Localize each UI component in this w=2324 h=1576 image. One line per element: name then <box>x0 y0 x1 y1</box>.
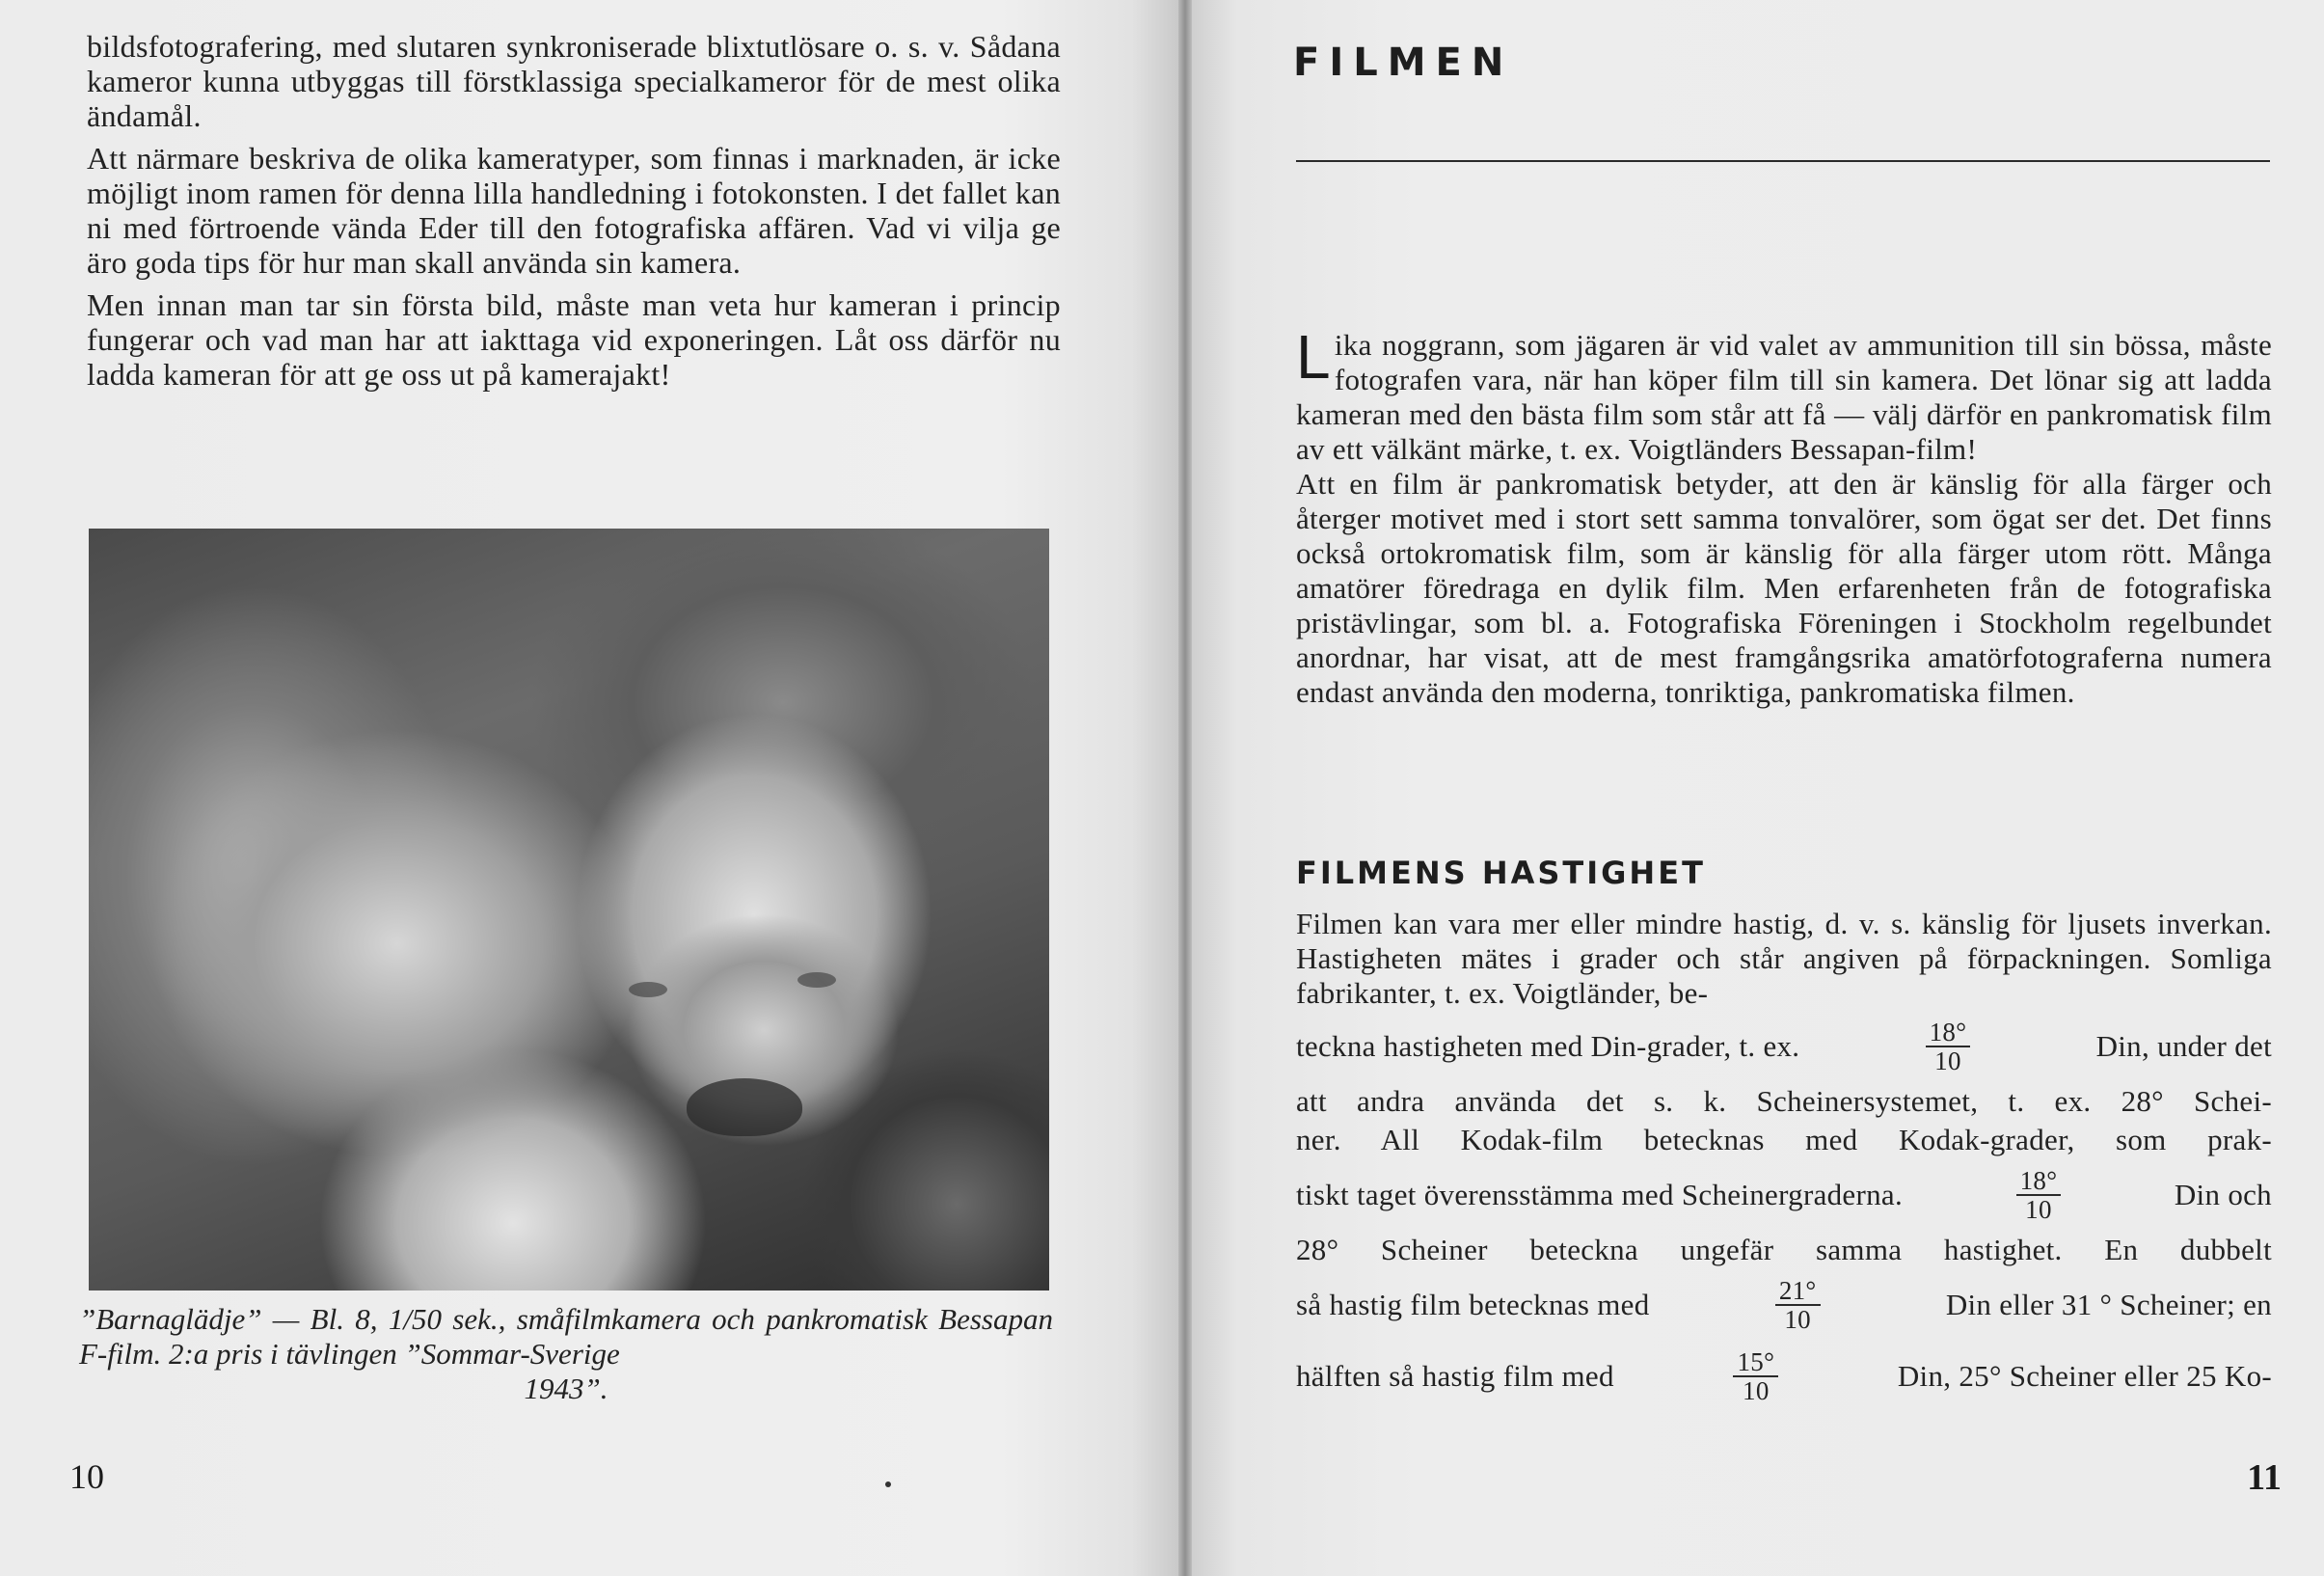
intro-paragraph <box>1296 322 2272 467</box>
heading-rule <box>1296 160 2270 162</box>
right-page <box>1192 0 2324 1576</box>
text-line <box>1296 1011 2272 1082</box>
book-gutter <box>1178 0 1192 1576</box>
section-subheading: FILMENS HASTIGHET <box>1296 855 1706 891</box>
fraction <box>1775 1277 1821 1333</box>
page-number-left: 10 <box>69 1457 104 1496</box>
text-segment: hälften så hastig film med <box>1296 1359 1614 1393</box>
text-segment: tiskt taget överensstämma med Scheinergraderna. <box>1296 1178 1904 1211</box>
text-segment: 28° Scheiner beteckna ungefär samma hastighet. En dubbelt <box>1296 1233 2272 1266</box>
left-paragraph: bildsfotografering, med slutaren synkroniserade blixtutlösare o. s. v. Sådana kameror kunna utbyggas till förstklassiga specialkameror för de mest olika ändamål. <box>87 29 1061 133</box>
fraction <box>2016 1167 2062 1223</box>
fraction-denominator: 10 <box>1784 1305 1811 1334</box>
drop-cap: L <box>1296 322 1331 392</box>
print-dot <box>885 1481 891 1487</box>
text-line <box>1296 1159 2272 1231</box>
left-paragraph: Men innan man tar sin första bild, måste man veta hur kameran i princip fungerar och vad man har att iakttaga vid exponeringen. Låt oss därför nu ladda kameran för att ge oss ut på kamerajakt! <box>87 287 1061 392</box>
left-body-text <box>87 29 1061 399</box>
text-line <box>1296 1231 2272 1269</box>
photo-detail <box>629 982 667 997</box>
speed-intro: Filmen kan vara mer eller mindre hastig, d. v. s. känslig för ljusets inverkan. Hastigheten mätes i grader och står angiven på förpackningen. Somliga fabrikanter, t. ex. Voigtländer, be- <box>1296 907 2272 1010</box>
text-segment: teckna hastigheten med Din-grader, t. ex. <box>1296 1029 1800 1063</box>
fraction <box>1926 1019 1971 1074</box>
fraction-numerator: 15° <box>1733 1348 1778 1377</box>
photo-detail <box>797 972 836 988</box>
photo-child-hug <box>89 529 1049 1291</box>
intro-text: ika noggrann, som jägaren är vid valet av ammunition till sin bössa, måste fotografen vara, när han köper film till sin kamera. Det lönar sig att ladda kameran med den bästa film som står att få — välj därför en pankromatisk film av ett välkänt märke, t. ex. Voigtländers Bessapan-film! <box>1296 328 2272 466</box>
left-paragraph: Att närmare beskriva de olika kameratyper, som finnas i marknaden, är icke möjligt inom ramen för denna lilla handledning i fotokonsten. I det fallet kan ni med förtroende vända Eder till den fotografiska affären. Vad vi vilja ge äro goda tips för hur man skall använda sin kamera. <box>87 141 1061 280</box>
text-segment: att andra använda det s. k. Scheinersystemet, t. ex. 28° Schei- <box>1296 1084 2272 1118</box>
text-segment: Din, 25° Scheiner eller 25 Ko- <box>1897 1359 2272 1393</box>
fraction <box>1733 1348 1778 1404</box>
page-number-right: 11 <box>2247 1457 2282 1498</box>
photo-caption <box>79 1302 1053 1406</box>
caption-text: ”Barnaglädje” — Bl. 8, 1/50 sek., småfilmkamera och pankromatisk Bessapan F-film. 2:a pris i tävlingen ”Sommar-Sverige <box>79 1302 1053 1371</box>
caption-year: 1943”. <box>524 1372 608 1405</box>
chapter-heading: FILMEN <box>1293 41 1514 85</box>
photo-detail <box>687 1078 802 1136</box>
text-line <box>1296 1082 2272 1121</box>
fraction-numerator: 21° <box>1775 1277 1821 1306</box>
text-line <box>1296 1269 2272 1341</box>
text-line <box>1296 1121 2272 1159</box>
text-segment: Din, under det <box>2095 1029 2272 1063</box>
speed-section-text <box>1296 907 2272 1412</box>
right-body-text <box>1296 322 2272 710</box>
text-segment: Din och <box>2174 1178 2272 1211</box>
fraction-denominator: 10 <box>2025 1195 2052 1224</box>
text-line <box>1296 1341 2272 1412</box>
fraction-numerator: 18° <box>1926 1019 1971 1047</box>
text-segment: ner. All Kodak-film betecknas med Kodak-grader, som prak- <box>1296 1123 2272 1156</box>
text-segment: så hastig film betecknas med <box>1296 1288 1650 1321</box>
text-segment: Din eller 31 ° Scheiner; en <box>1945 1288 2272 1321</box>
fraction-denominator: 10 <box>1934 1046 1961 1075</box>
intro-paragraph: Att en film är pankromatisk betyder, att den är känslig för alla färger och återger motivet med i stort sett samma tonvalörer, som ögat ser det. Det finns också ortokromatisk film, som är känslig för alla färger utom rött. Många amatörer föredraga en dylik film. Men erfarenheten från de fotografiska pristävlingar, som bl. a. Fotografiska Föreningen i Stockholm regelbundet anordnar, har visat, att de mest framgångsrika amatörfotograferna numera endast använda den moderna, tonriktiga, pankromatiska filmen. <box>1296 467 2272 709</box>
fraction-numerator: 18° <box>2016 1167 2062 1196</box>
fraction-denominator: 10 <box>1743 1376 1770 1405</box>
